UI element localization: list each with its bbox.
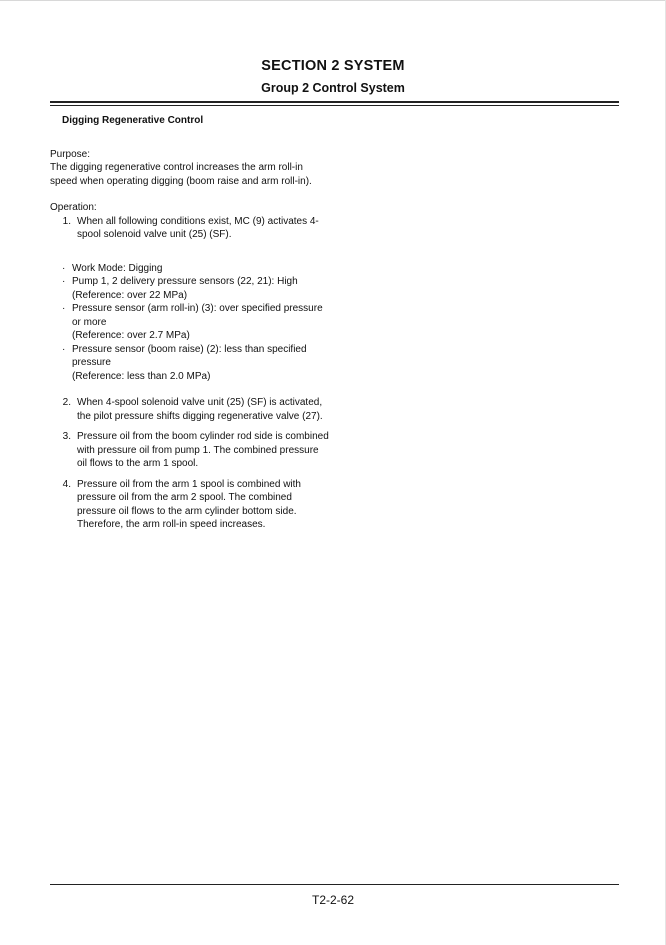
condition-item [62, 275, 330, 302]
step-number: 1. [62, 215, 71, 227]
step-text: When 4-spool solenoid valve unit (25) (SF) is activated, the pilot pressure shifts digging regenerative valve (27). [77, 397, 323, 422]
operation-label: Operation: [50, 202, 97, 213]
step-number: 2. [62, 397, 71, 408]
step-4 [50, 478, 330, 532]
condition-text: Work Mode: Digging [72, 262, 163, 274]
step-3 [50, 430, 330, 471]
step-number: 3. [62, 431, 71, 442]
bullet-icon: · [62, 262, 66, 274]
group-title: Group 2 Control System [261, 81, 405, 95]
step-text: Pressure oil from the arm 1 spool is combined with pressure oil from the arm 2 spool. The combined pressure oil flows to the arm cylinder bottom side. Therefore, the arm roll-in speed increases. [77, 478, 301, 530]
document-body [50, 112, 330, 539]
footer-rule [50, 884, 619, 885]
header-rule-thin [50, 105, 619, 106]
condition-reference: (Reference: over 22 MPa) [72, 289, 188, 301]
bullet-icon: · [62, 303, 66, 314]
purpose-text: The digging regenerative control increases the arm roll-in speed when operating digging (boom raise and arm roll-in). [50, 162, 312, 187]
condition-text: Pressure sensor (boom raise) (2): less than specified pressure [72, 343, 307, 368]
step-2 [50, 396, 330, 423]
condition-reference: (Reference: less than 2.0 MPa) [72, 370, 211, 382]
step-text: Pressure oil from the boom cylinder rod side is combined with pressure oil from pump 1. The combined pressure oil flows to the arm 1 spool. [77, 431, 329, 469]
purpose-label: Purpose: [50, 148, 91, 160]
condition-item [62, 262, 330, 276]
condition-item [62, 302, 330, 343]
subheading: Digging Regenerative Control [62, 115, 204, 126]
bullet-icon: · [62, 343, 66, 355]
condition-item [62, 343, 330, 384]
step-text: When all following conditions exist, MC (9) activates 4-spool solenoid valve unit (25) (SF). [77, 215, 319, 240]
condition-list [62, 262, 330, 384]
condition-reference: (Reference: over 2.7 MPa) [72, 330, 190, 341]
step-number: 4. [62, 478, 71, 490]
top-border [0, 0, 666, 1]
bullet-icon: · [62, 276, 66, 287]
header-rule-thick [50, 101, 619, 103]
condition-text: Pressure sensor (arm roll-in) (3): over specified pressure or more [72, 303, 323, 328]
steps-list [50, 396, 330, 532]
step-1 [50, 215, 330, 242]
section-title: SECTION 2 SYSTEM [261, 58, 405, 74]
condition-text: Pump 1, 2 delivery pressure sensors (22, 21): High [72, 276, 298, 287]
page-number: T2-2-62 [311, 893, 355, 907]
